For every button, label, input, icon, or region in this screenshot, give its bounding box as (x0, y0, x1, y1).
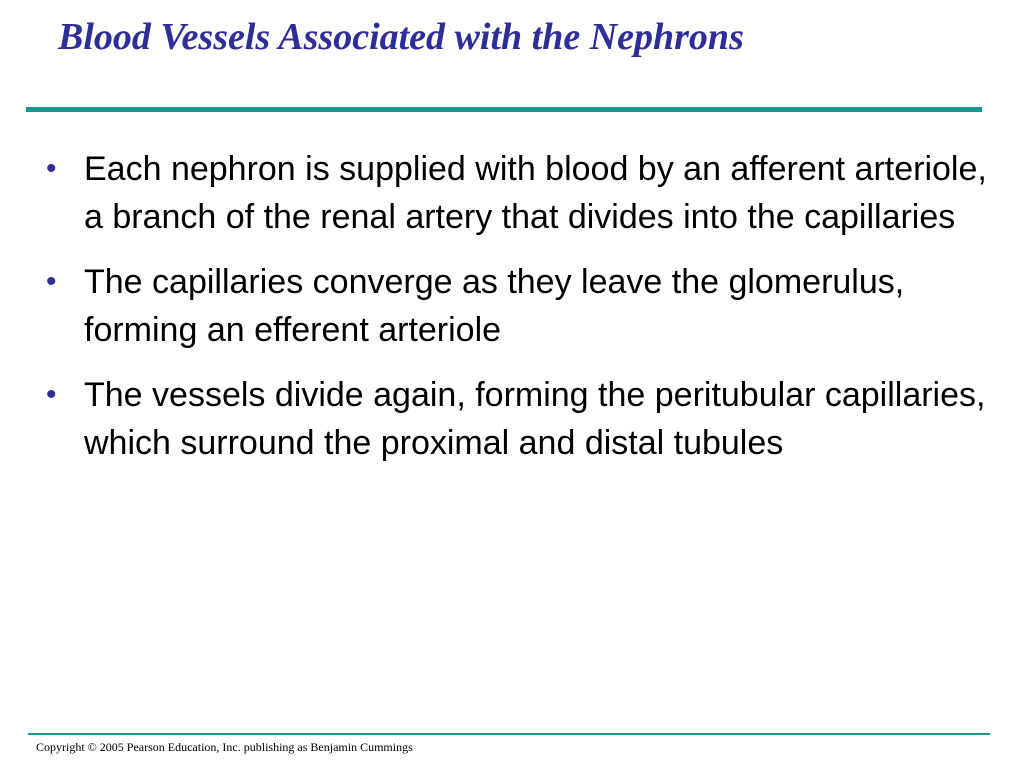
bullet-icon: • (46, 265, 57, 298)
bullet-icon: • (46, 152, 57, 185)
bullet-item (0, 371, 1000, 467)
copyright-footer: Copyright © 2005 Pearson Education, Inc. publishing as Benjamin Cummings (36, 740, 413, 754)
bullet-text: Each nephron is supplied with blood by an afferent arteriole, a branch of the renal artery that divides into the capillaries (84, 150, 987, 236)
bullet-list (0, 145, 1000, 484)
bullet-text: The vessels divide again, forming the peritubular capillaries, which surround the proximal and distal tubules (84, 376, 986, 462)
bullet-icon: • (46, 378, 57, 411)
title-divider (26, 107, 982, 112)
footer-divider (28, 733, 990, 735)
bullet-item (0, 145, 1000, 241)
bullet-text: The capillaries converge as they leave the glomerulus, forming an efferent arteriole (84, 263, 905, 349)
slide-title: Blood Vessels Associated with the Nephrons (58, 16, 744, 58)
bullet-item (0, 258, 1000, 354)
